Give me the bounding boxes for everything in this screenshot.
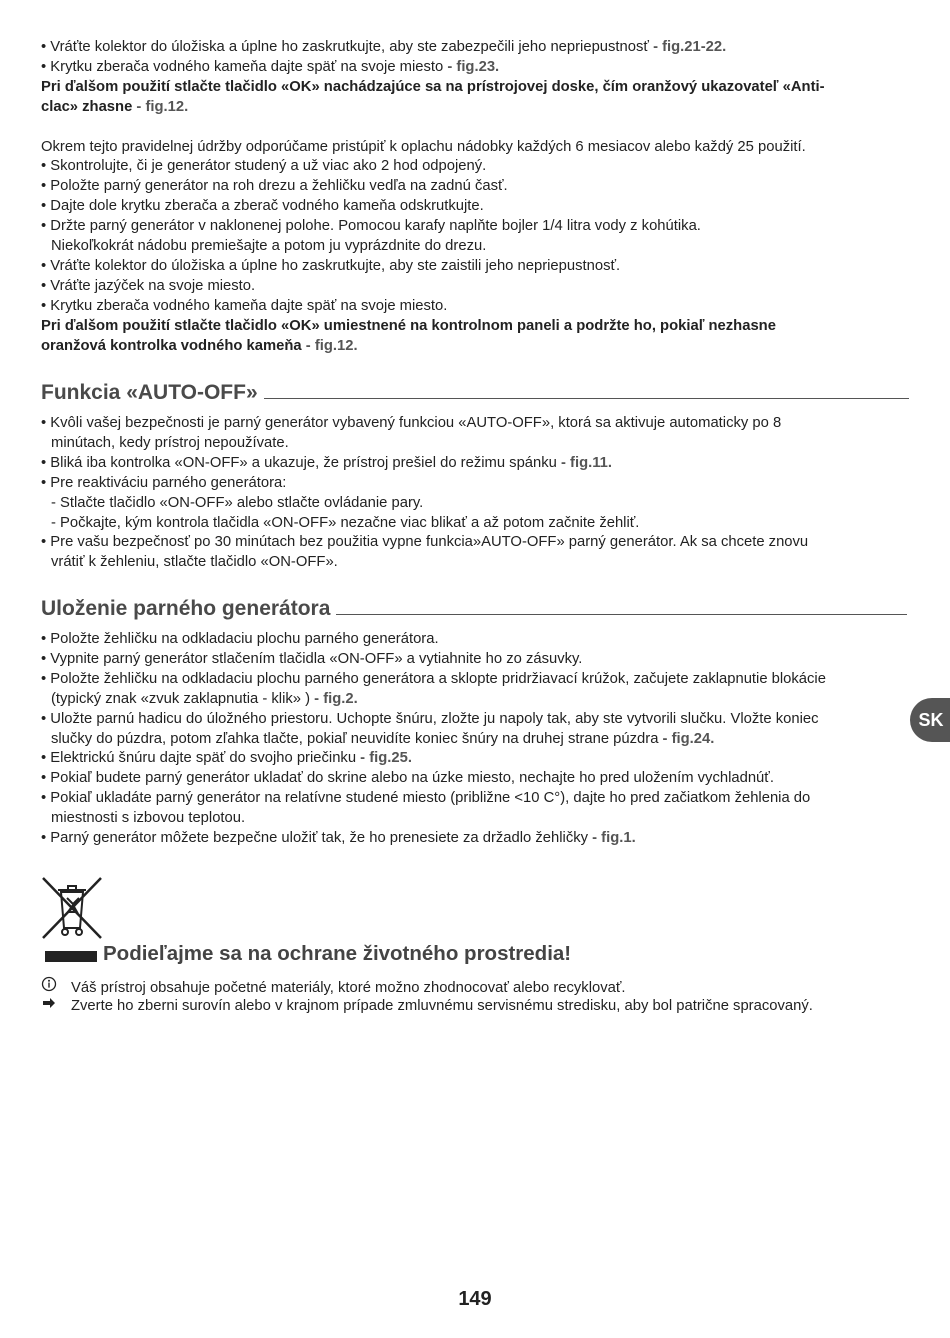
line-text: • Krytku zberača vodného kameňa dajte späť na svoje miesto <box>41 58 448 75</box>
text-line <box>41 177 909 197</box>
figure-reference: - fig.2. <box>314 690 358 707</box>
storage-title: Uloženie parného generátora <box>41 597 331 620</box>
text-line <box>41 434 909 454</box>
line-text: • Kvôli vašej bezpečnosti je parný generátor vybavený funkciou «AUTO-OFF», ktorá sa aktivuje automaticky po 8 <box>41 415 782 431</box>
text-line <box>41 38 909 58</box>
paragraph-gap <box>41 118 909 138</box>
line-text: • Krytku zberača vodného kameňa dajte späť na svoje miesto. <box>41 297 448 314</box>
line-text: • Položte žehličku na odkladaciu plochu parného generátora. <box>41 631 439 647</box>
text-line <box>41 277 909 297</box>
text-line <box>41 809 909 829</box>
environment-title: Podieľajme sa na ochrane životného prostredia! <box>103 942 572 965</box>
environment-line-2 <box>41 996 813 1017</box>
text-line <box>41 414 909 434</box>
bold-instruction: oranžová kontrolka vodného kameňa <box>41 337 302 354</box>
text-line <box>41 769 909 789</box>
language-tab: SK <box>910 698 950 742</box>
text-line <box>41 257 909 277</box>
maintenance-text <box>41 38 909 356</box>
line-text: slučky do púzdra, potom zľahka tlačte, pokiaľ neuvidíte koniec šnúry na druhej strane púzdra <box>51 730 663 747</box>
bold-instruction: Pri ďalšom použití stlačte tlačidlo «OK» umiestnené na kontrolnom paneli a podržte ho, pokiaľ nezhasne <box>41 317 776 334</box>
line-text: • Vráťte kolektor do úložiska a úplne ho zaskrutkujte, aby ste zaistili jeho nepriepustnosť. <box>41 257 621 274</box>
bold-instruction: clac» zhasne <box>41 98 133 115</box>
text-line <box>41 337 909 357</box>
arrow-right-icon <box>41 996 71 1017</box>
line-text: • Pokiaľ ukladáte parný generátor na relatívne studené miesto (približne <10 C°), dajte ho pred začiatkom žehlenia do <box>41 790 811 807</box>
line-text: • Pre reaktiváciu parného generátora: <box>41 474 287 491</box>
figure-reference: - fig.24. <box>662 730 715 747</box>
line-text: • Skontrolujte, či je generátor studený a už viac ako 2 hod odpojený. <box>41 158 487 175</box>
text-line <box>41 514 909 534</box>
heading-rule <box>264 398 909 399</box>
text-line <box>41 317 909 337</box>
line-text: • Vráťte jazýček na svoje miesto. <box>41 277 256 294</box>
text-line <box>41 749 909 769</box>
line-text: miestnosti s izbovou teplotou. <box>51 810 246 827</box>
section-heading-storage <box>41 597 907 621</box>
text-line <box>41 710 909 730</box>
line-text: • Pokiaľ budete parný generátor ukladať do skrine alebo na úzke miesto, nechajte ho pred uložením vychladnúť. <box>41 770 774 787</box>
line-text: • Vráťte kolektor do úložiska a úplne ho zaskrutkujte, aby ste zabezpečili jeho nepriepustnosť <box>41 39 654 55</box>
text-line <box>41 58 909 78</box>
text-line <box>41 197 909 217</box>
line-text: • Bliká iba kontrolka «ON-OFF» a ukazuje, že prístroj prešiel do režimu spánku <box>41 454 562 471</box>
heading-bar <box>45 951 97 962</box>
text-line <box>41 533 909 553</box>
line-text: • Vypnite parný generátor stlačením tlačidla «ON-OFF» a vytiahnite ho zo zásuvky. <box>41 650 583 667</box>
text-line <box>41 690 909 710</box>
text-line <box>41 297 909 317</box>
figure-reference: - fig.25. <box>360 750 412 767</box>
text-line <box>41 670 909 690</box>
line-text: • Dajte dole krytku zberača a zberač vodného kameňa odskrutkujte. <box>41 198 484 215</box>
figure-reference: - fig.12. <box>132 98 189 115</box>
text-line <box>41 138 909 158</box>
figure-reference: - fig.1. <box>592 830 636 847</box>
line-text: minútach, kedy prístroj nepoužívate. <box>51 434 289 451</box>
text-line <box>41 829 909 849</box>
line-text: • Parný generátor môžete bezpečne uložiť tak, že ho prenesiete za držadlo žehličky <box>41 830 593 847</box>
line-text: - Stlačte tlačidlo «ON-OFF» alebo stlačte ovládanie pary. <box>51 494 424 511</box>
text-line <box>41 730 909 750</box>
line-text: • Pre vašu bezpečnosť po 30 minútach bez použitia vypne funkcia»AUTO-OFF» parný generátor. Ak sa chcete znovu <box>41 534 809 551</box>
line-text: - Počkajte, kým kontrola tlačidla «ON-OFF» nezačne viac blikať a až potom začnite žehliť. <box>51 514 640 531</box>
environment-text-1: Váš prístroj obsahuje početné materiály, ktoré možno zhodnocovať alebo recyklovať. <box>71 980 626 996</box>
text-line <box>41 78 909 98</box>
section-heading-auto-off <box>41 381 909 405</box>
text-line <box>41 553 909 573</box>
text-line <box>41 650 909 670</box>
auto-off-text <box>41 414 909 573</box>
storage-text <box>41 630 909 849</box>
line-text: • Uložte parnú hadicu do úložného priestoru. Uchopte šnúru, zložte ju napoly tak, aby ste vytvorili slučku. Vložte koniec <box>41 710 819 727</box>
text-line <box>41 237 909 257</box>
environment-heading <box>45 942 571 966</box>
environment-text-2: Zverte ho zberni surovín alebo v krajnom prípade zmluvnému servisnému stredisku, aby bol patrične spracovaný. <box>71 998 813 1014</box>
text-line <box>41 217 909 237</box>
figure-reference: - fig.11. <box>561 454 612 471</box>
text-line <box>41 454 909 474</box>
line-text: (typický znak «zvuk zaklapnutia - klik» ) <box>51 690 315 707</box>
figure-reference: - fig.23. <box>447 58 500 75</box>
text-line <box>41 98 909 118</box>
text-line <box>41 630 909 650</box>
auto-off-title: Funkcia «AUTO-OFF» <box>41 381 258 404</box>
line-text: • Elektrickú šnúru dajte späť do svojho priečinku <box>41 750 361 767</box>
text-line <box>41 157 909 177</box>
line-text: • Položte parný generátor na roh drezu a žehličku vedľa na zadnú časť. <box>41 178 508 195</box>
figure-reference: - fig.21-22. <box>653 39 727 55</box>
heading-rule <box>336 614 907 615</box>
text-line <box>41 494 909 514</box>
line-text: • Držte parný generátor v naklonenej polohe. Pomocou karafy naplňte bojler 1/4 litra vody z kohútika. <box>41 218 701 235</box>
crossed-out-wheelie-bin-icon <box>41 876 105 940</box>
figure-reference: - fig.12. <box>301 337 358 354</box>
line-text: vrátiť k žehleniu, stlačte tlačidlo «ON-OFF». <box>51 554 338 571</box>
page-number: 149 <box>458 1288 492 1310</box>
line-text: • Položte žehličku na odkladaciu plochu parného generátora a sklopte pridržiavací krúžok, začujete zaklapnutie blokácie <box>41 670 826 687</box>
text-line <box>41 789 909 809</box>
line-text: Niekoľkokrát nádobu premiešajte a potom ju vyprázdnite do drezu. <box>51 238 487 255</box>
line-text: Okrem tejto pravidelnej údržby odporúčame pristúpiť k oplachu nádobky každých 6 mesiacov alebo každý 25 použití. <box>41 138 806 155</box>
text-line <box>41 474 909 494</box>
bold-instruction: Pri ďalšom použití stlačte tlačidlo «OK» nachádzajúce sa na prístrojovej doske, čím oranžový ukazovateľ «Anti- <box>41 78 825 95</box>
